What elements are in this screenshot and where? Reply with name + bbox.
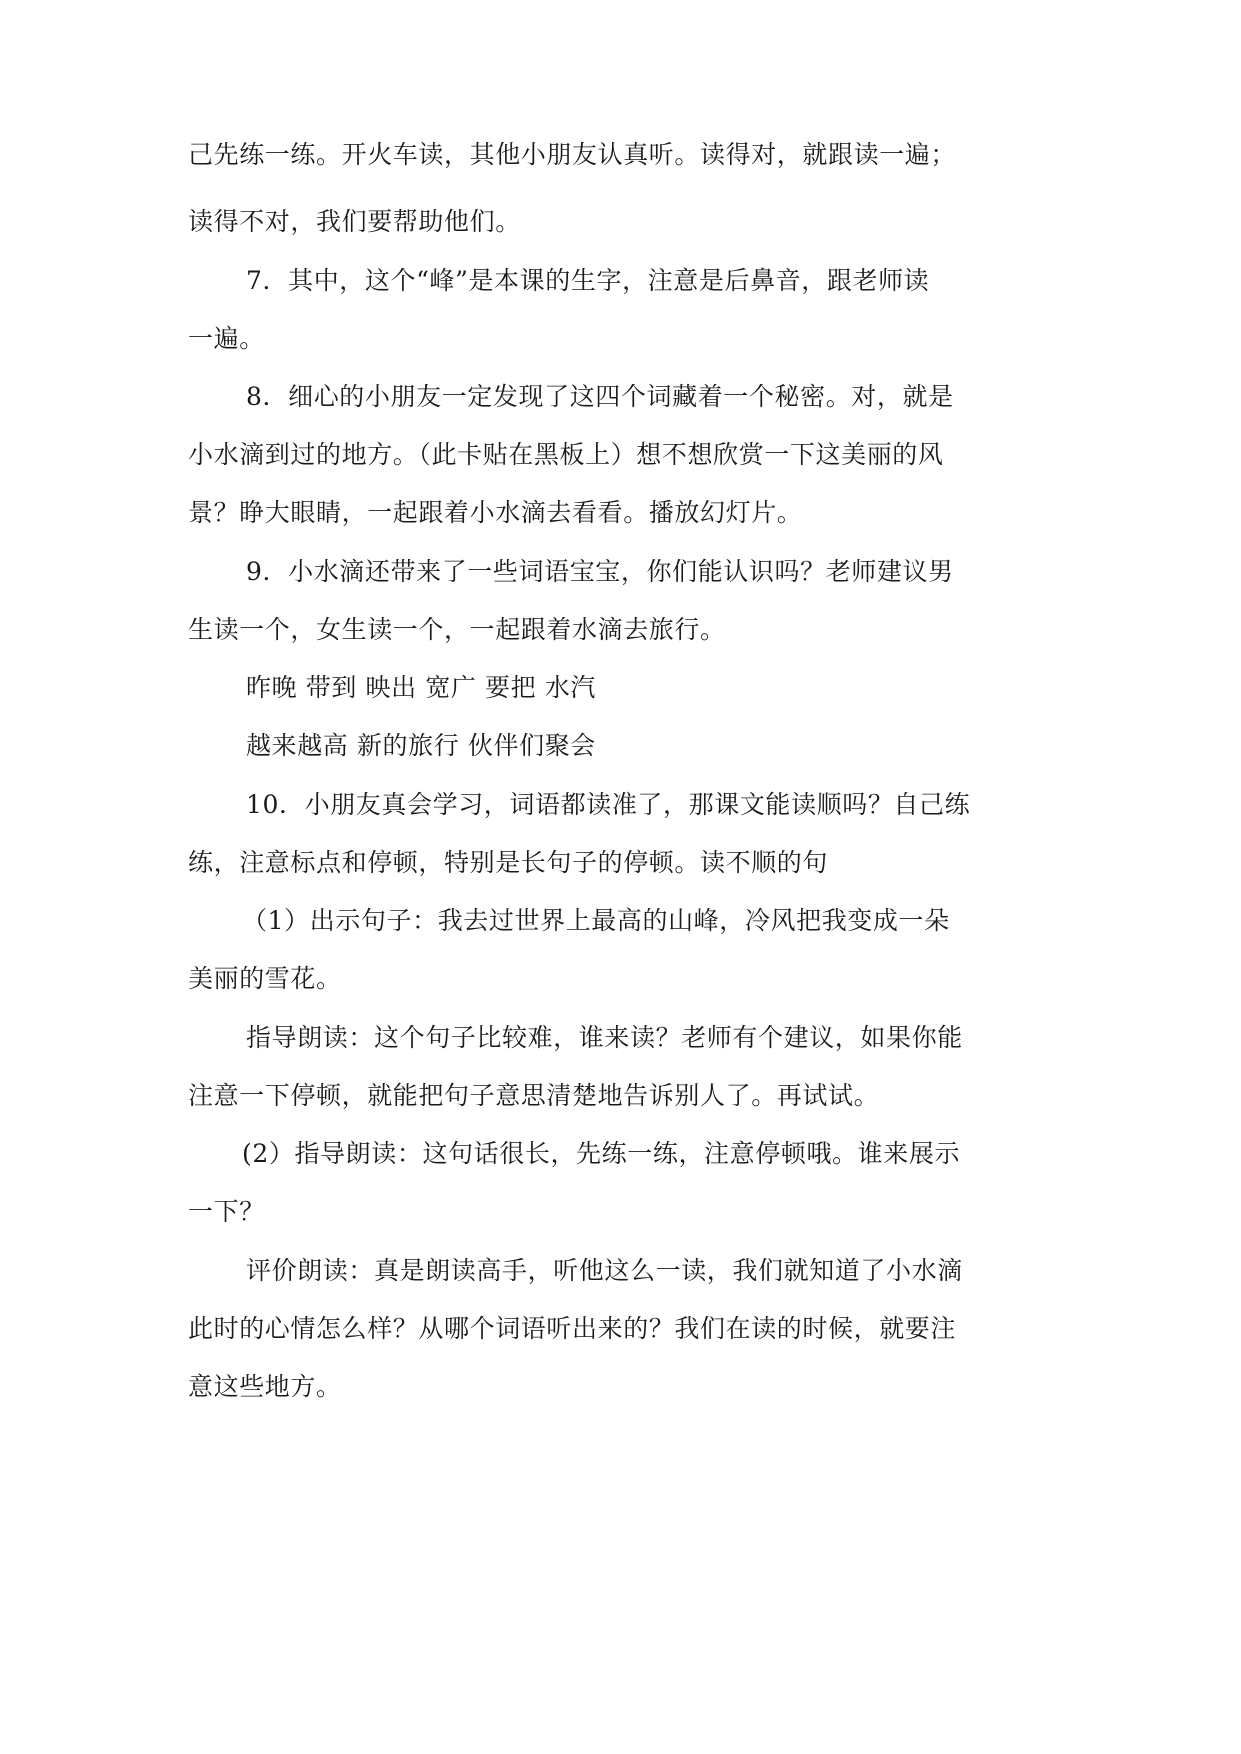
text-line: 己先练一练。开火车读，其他小朋友认真听。读得对，就跟读一遍； xyxy=(188,140,957,169)
text-line: （1）出示句子：我去过世界上最高的山峰，冷风把我变成一朵 xyxy=(242,906,950,935)
text-line: 景？睁大眼睛，一起跟着小水滴去看看。播放幻灯片。 xyxy=(188,498,803,527)
text-line: 美丽的雪花。 xyxy=(188,964,342,993)
text-line: 7．其中，这个“峰”是本课的生字，注意是后鼻音，跟老师读 xyxy=(246,266,930,295)
text-line: 评价朗读：真是朗读高手，听他这么一读，我们就知道了小水滴 xyxy=(246,1256,963,1285)
text-line: 意这些地方。 xyxy=(188,1372,342,1401)
text-line: 指导朗读：这个句子比较难，谁来读？老师有个建议，如果你能 xyxy=(246,1023,963,1052)
text-line: 10．小朋友真会学习，词语都读准了，那课文能读顺吗？自己练 xyxy=(246,790,971,819)
text-line: 一下？ xyxy=(188,1197,265,1226)
text-line: 读得不对，我们要帮助他们。 xyxy=(188,207,521,236)
text-line: 生读一个，女生读一个，一起跟着水滴去旅行。 xyxy=(188,615,726,644)
text-line: 一遍。 xyxy=(188,324,265,353)
text-line: 练，注意标点和停顿，特别是长句子的停顿。读不顺的句 xyxy=(188,848,829,877)
text-line: 此时的心情怎么样？从哪个词语听出来的？我们在读的时候，就要注 xyxy=(188,1314,957,1343)
text-line: (2）指导朗读：这句话很长，先练一练，注意停顿哦。谁来展示 xyxy=(242,1139,961,1168)
text-line: 小水滴到过的地方。（此卡贴在黑板上）想不想欣赏一下这美丽的风 xyxy=(188,440,944,469)
text-line: 越来越高 新的旅行 伙伴们聚会 xyxy=(246,731,596,760)
text-line: 注意一下停顿，就能把句子意思清楚地告诉别人了。再试试。 xyxy=(188,1081,880,1110)
text-line: 昨晚 带到 映出 宽广 要把 水汽 xyxy=(246,673,596,702)
text-line: 8．细心的小朋友一定发现了这四个词藏着一个秘密。对，就是 xyxy=(246,382,954,411)
text-line: 9．小水滴还带来了一些词语宝宝，你们能认识吗？老师建议男 xyxy=(246,557,954,586)
